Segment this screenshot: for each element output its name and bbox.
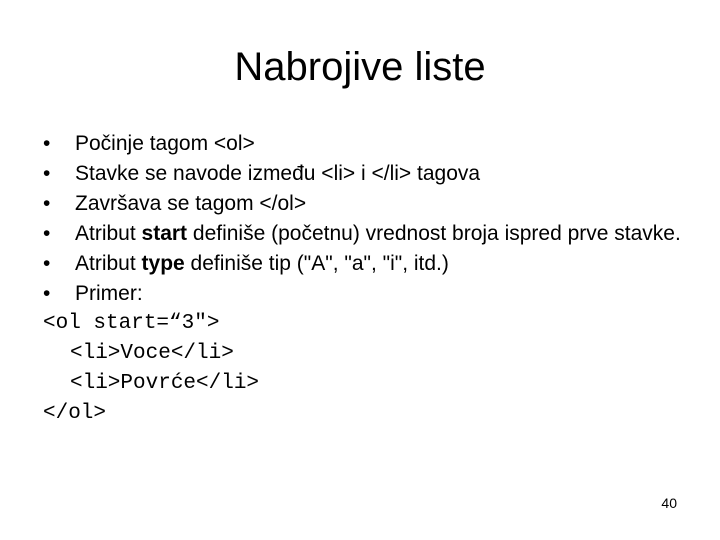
code-line: </ol> [43, 402, 107, 425]
bullet-text: Atribut type definiše tip ("A", "a", "i", itd.) [75, 252, 449, 275]
slide-title: Nabrojive liste [234, 45, 486, 89]
bold-keyword: type [141, 252, 185, 275]
bullet-text: Primer: [75, 282, 143, 305]
bullet-icon: • [43, 192, 51, 215]
code-line: <li>Voce</li> [70, 342, 234, 365]
slide-content [43, 129, 683, 429]
bullet-item [43, 159, 683, 189]
bold-keyword: start [141, 222, 188, 245]
bullet-icon: • [43, 282, 51, 305]
bullet-icon: • [43, 222, 51, 245]
code-line: <ol start=“3"> [43, 312, 220, 335]
bullet-item [43, 189, 683, 219]
bullet-item [43, 129, 683, 159]
bullet-item [43, 219, 683, 249]
bullet-text: Završava se tagom </ol> [75, 192, 307, 215]
bullet-text: Atribut start definiše (početnu) vrednost broja ispred prve stavke. [75, 222, 681, 245]
bullet-icon: • [43, 132, 51, 155]
page-number: 40 [661, 495, 677, 511]
bullet-item [43, 279, 683, 309]
bullet-text: Počinje tagom <ol> [75, 132, 255, 155]
code-line: <li>Povrće</li> [70, 372, 260, 395]
bullet-item [43, 249, 683, 279]
bullet-icon: • [43, 162, 51, 185]
bullet-icon: • [43, 252, 51, 275]
bullet-text: Stavke se navode između <li> i </li> tagova [75, 162, 481, 185]
